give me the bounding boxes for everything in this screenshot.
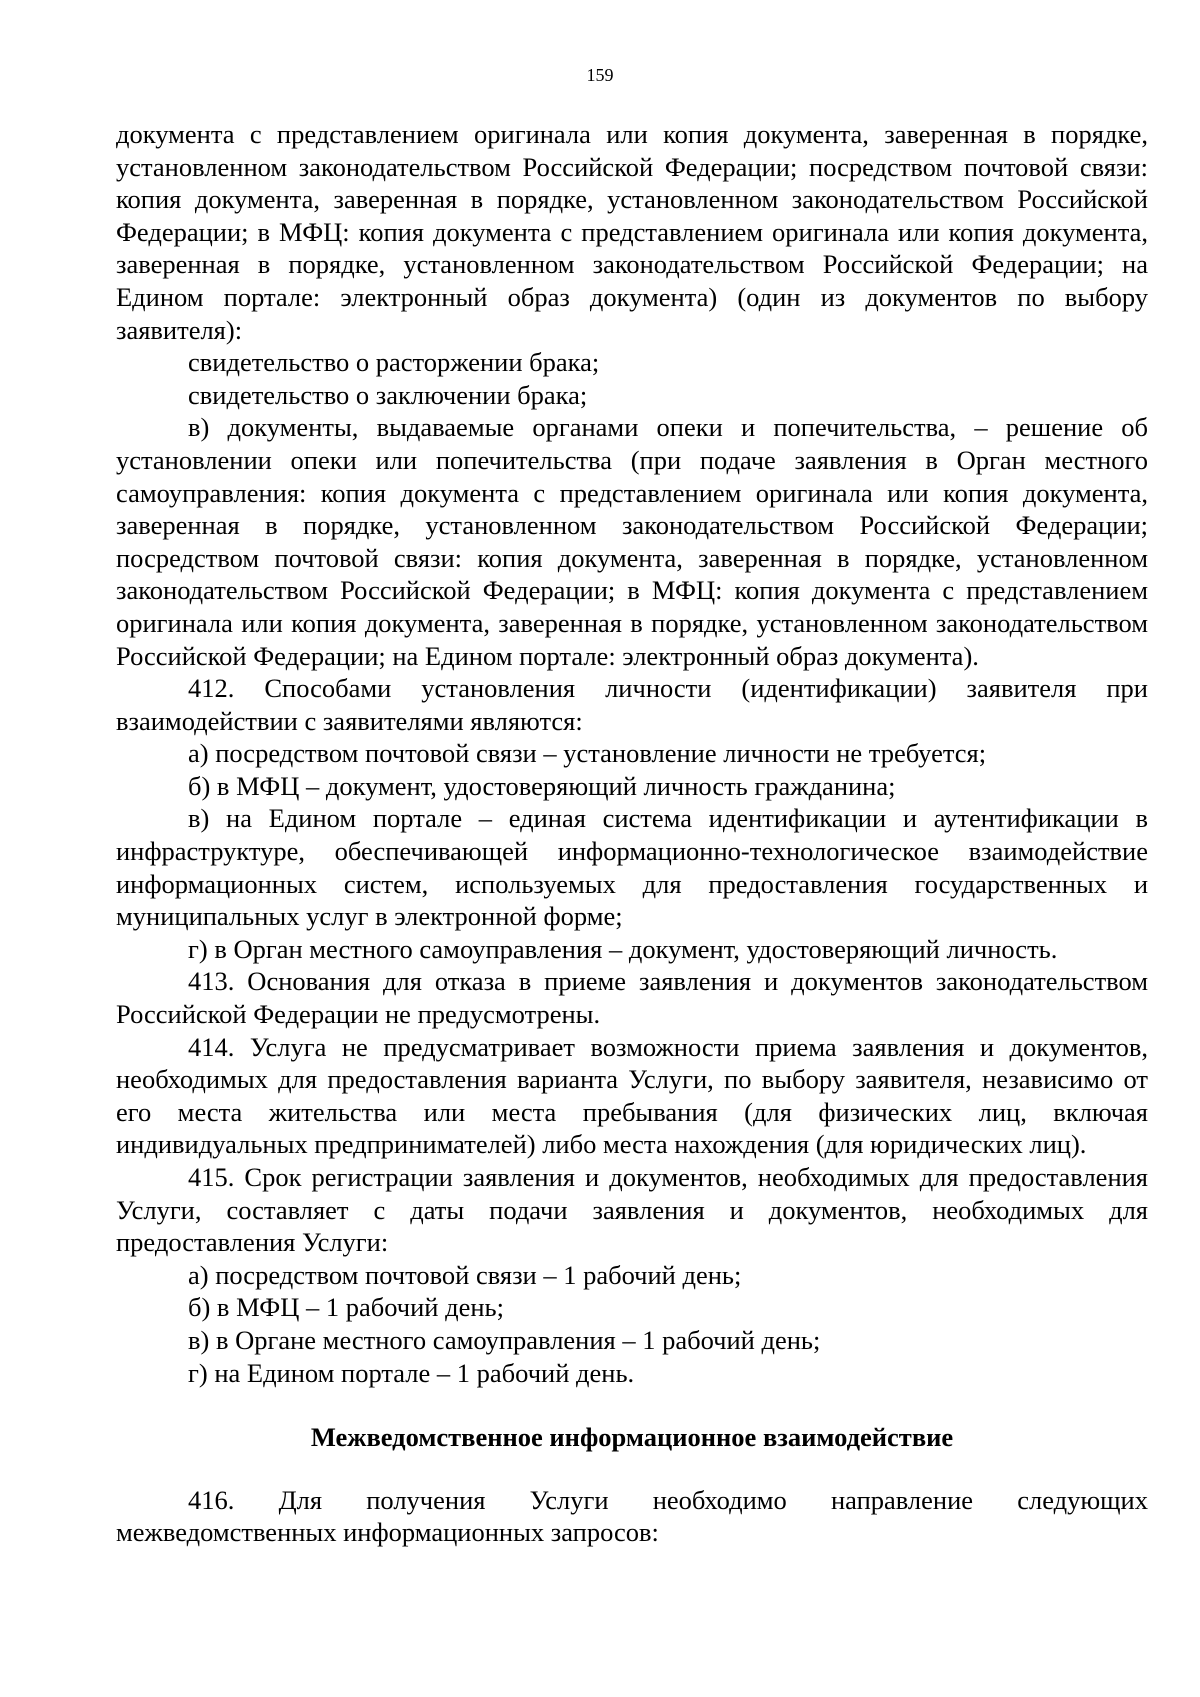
paragraphs-before-heading [116, 118, 1148, 1389]
paragraph: свидетельство о заключении брака; [188, 379, 588, 410]
paragraph: г) на Едином портале – 1 рабочий день. [188, 1357, 635, 1388]
paragraphs-after-heading [116, 1484, 1148, 1549]
paragraph: б) в МФЦ – 1 рабочий день; [188, 1292, 504, 1323]
paragraph: в) на Едином портале – единая система идентификации и аутентификации в инфраструктуре, обеспечивающей информационно-технологическое взаимодействие информационных систем, используемых для предоставления государственных и муниципальных услуг в электронной форме; [116, 803, 1148, 932]
paragraph: а) посредством почтовой связи – 1 рабочий день; [188, 1259, 742, 1290]
paragraph: документа с представлением оригинала или копия документа, заверенная в порядке, установленном законодательством Российской Федерации; посредством почтовой связи: копия документа, заверенная в порядке, установленном законодательством Российской Федерации; в МФЦ: копия документа с представлением оригинала или копия документа, заверенная в порядке, установленном законодательством Российской Федерации; на Едином портале: электронный образ документа) (один из документов по выбору заявителя): [116, 119, 1148, 345]
paragraph: свидетельство о расторжении брака; [188, 347, 600, 378]
paragraph: б) в МФЦ – документ, удостоверяющий личность гражданина; [188, 770, 896, 801]
paragraph: 415. Срок регистрации заявления и документов, необходимых для предоставления Услуги, составляет с даты подачи заявления и документов, необходимых для предоставления Услуги: [116, 1162, 1148, 1258]
paragraph: 412. Способами установления личности (идентификации) заявителя при взаимодействии с заявителями являются: [116, 673, 1148, 736]
paragraph: 416. Для получения Услуги необходимо направление следующих межведомственных информационных запросов: [116, 1484, 1148, 1548]
section-heading: Межведомственное информационное взаимодействие [310, 1422, 954, 1453]
document-body [116, 118, 1148, 1549]
page-number: 159 [586, 65, 614, 85]
paragraph: а) посредством почтовой связи – установление личности не требуется; [188, 738, 987, 769]
paragraph: в) в Органе местного самоуправления – 1 рабочий день; [188, 1324, 821, 1355]
paragraph: 414. Услуга не предусматривает возможности приема заявления и документов, необходимых для предоставления варианта Услуги, по выбору заявителя, независимо от его места жительства или места пребывания (для физических лиц, включая индивидуальных предпринимателей) либо места нахождения (для юридических лиц). [116, 1031, 1148, 1160]
paragraph: 413. Основания для отказа в приеме заявления и документов законодательством Российской Федерации не предусмотрены. [116, 966, 1148, 1030]
paragraph: в) документы, выдаваемые органами опеки и попечительства, – решение об установлении опеки или попечительства (при подаче заявления в Орган местного самоуправления: копия документа с представлением оригинала или копия документа, заверенная в порядке, установленном законодательством Российской Федерации; посредством почтовой связи: копия документа, заверенная в порядке, установленном законодательством Российской Федерации; в МФЦ: копия документа с представлением оригинала или копия документа, заверенная в порядке, установленном законодательством Российской Федерации; на Едином портале: электронный образ документа). [116, 412, 1148, 671]
paragraph: г) в Орган местного самоуправления – документ, удостоверяющий личность. [188, 933, 1058, 964]
